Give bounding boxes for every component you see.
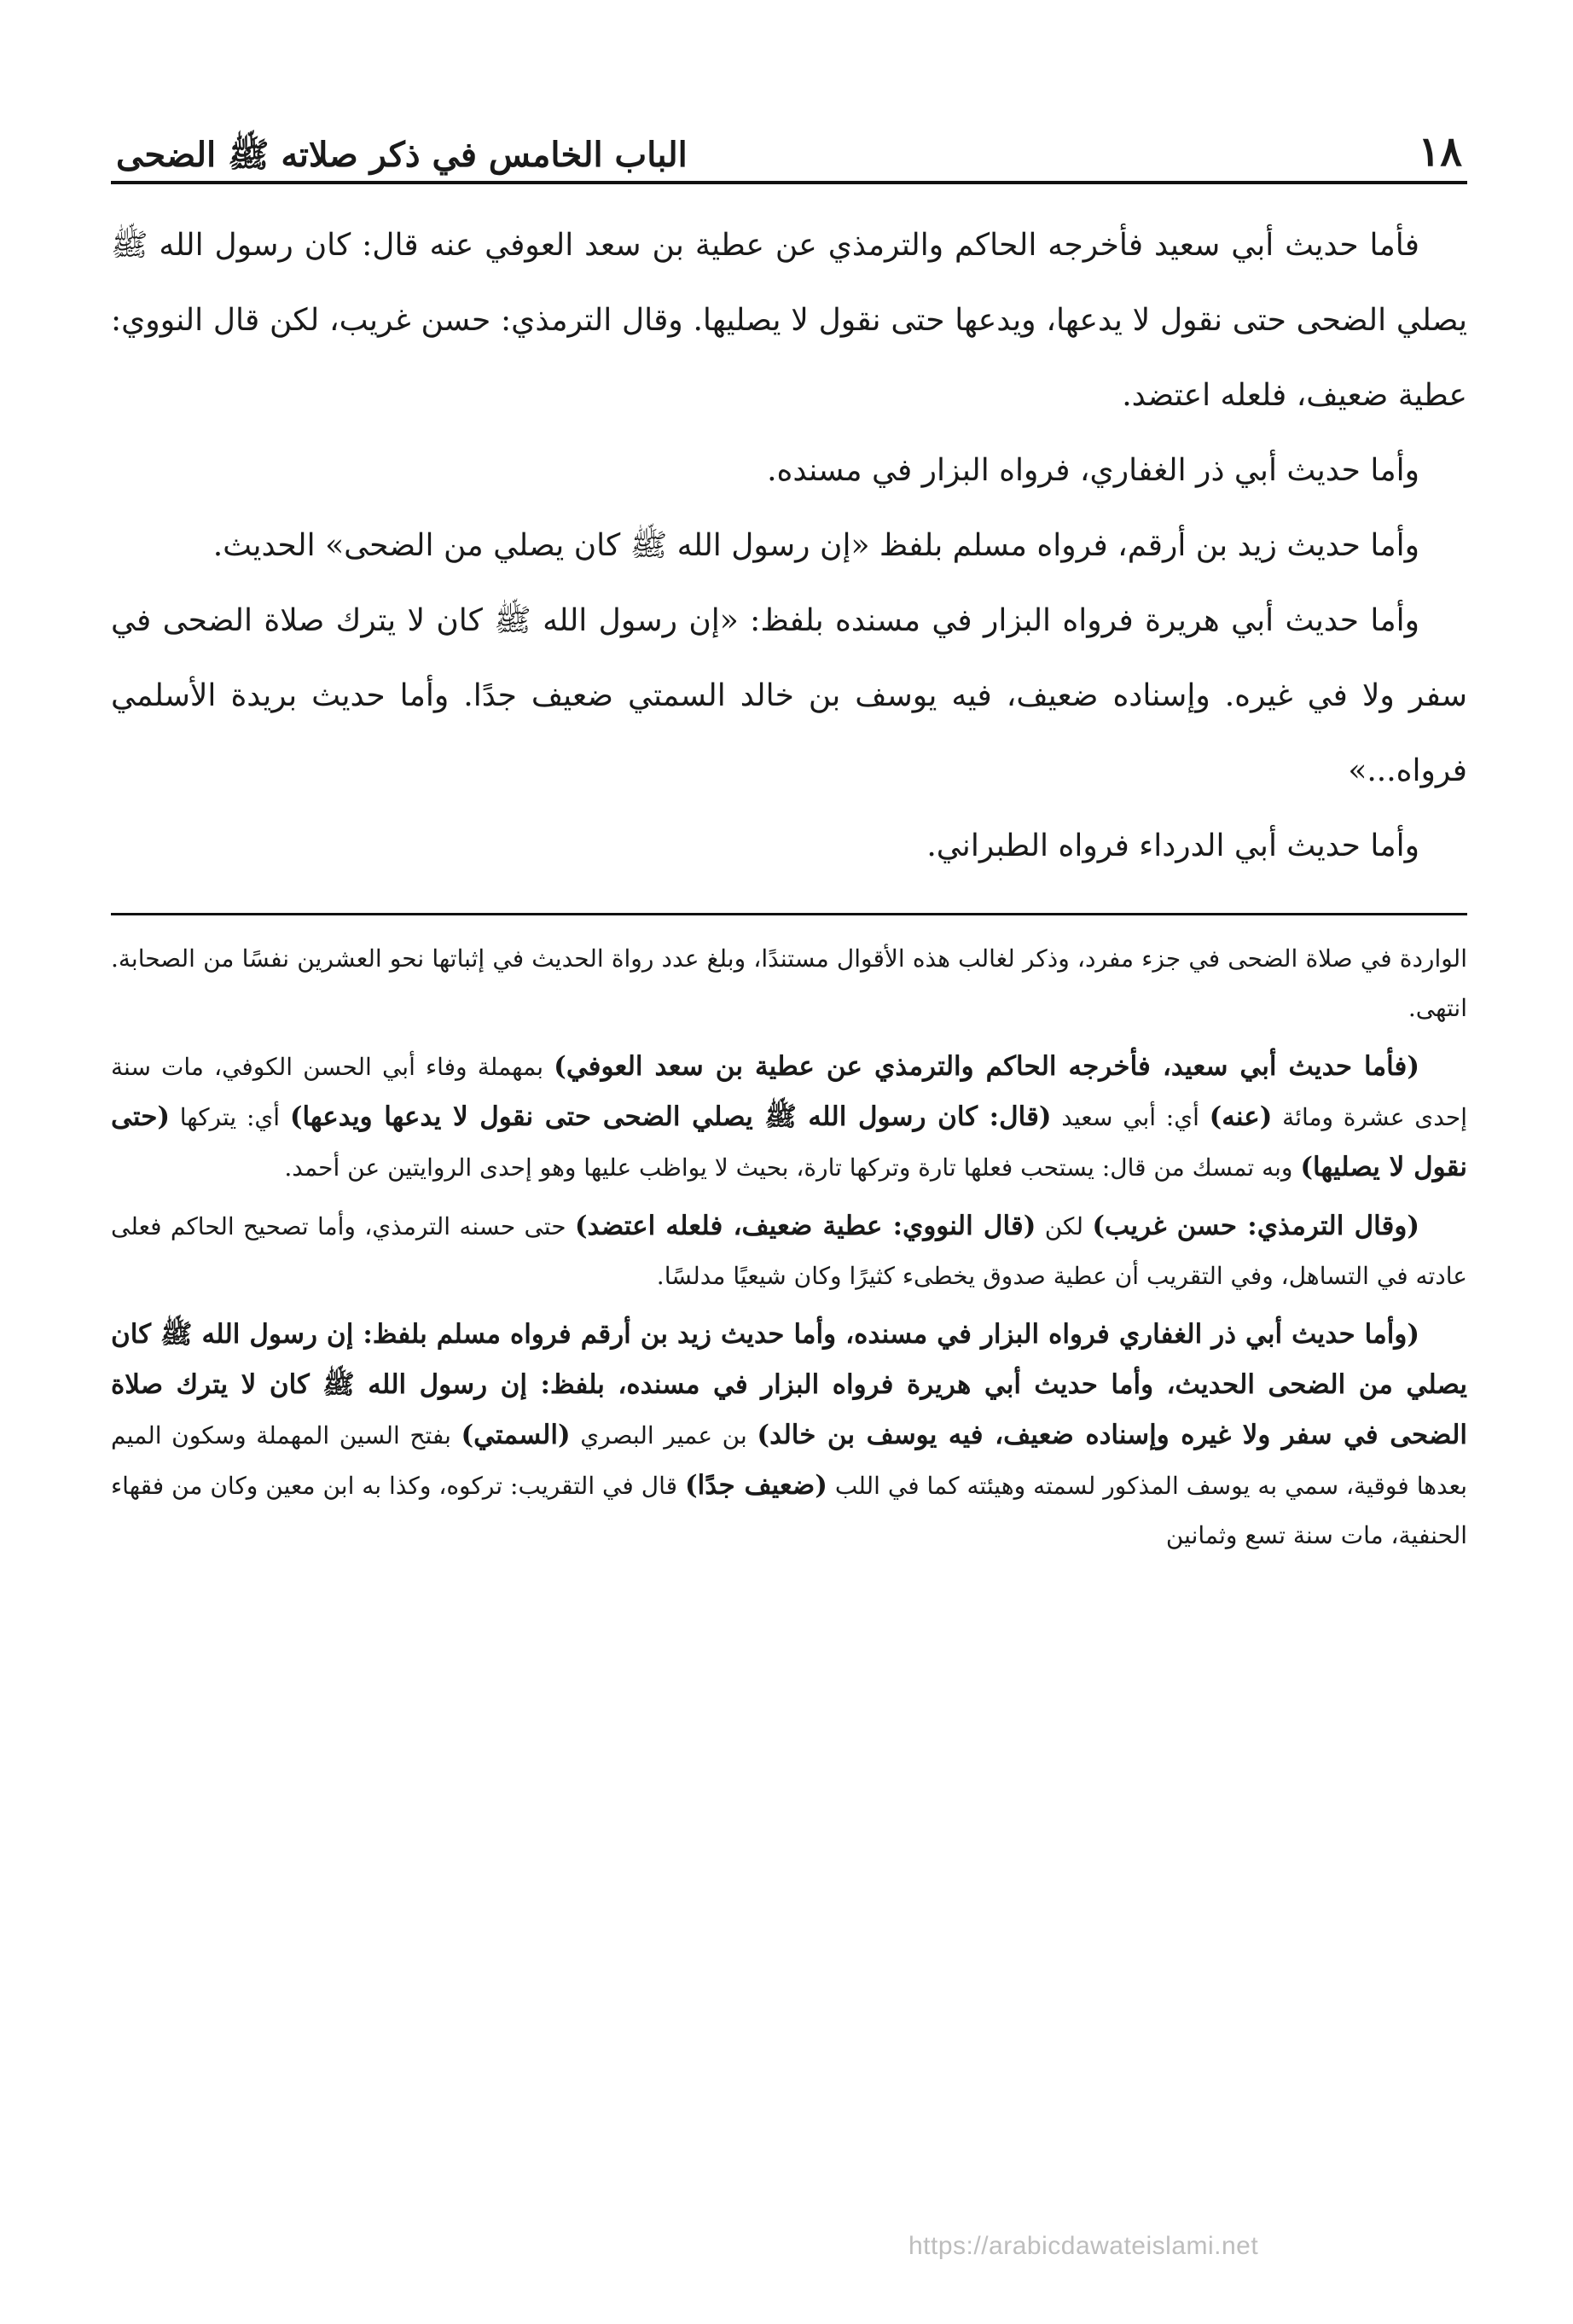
commentary-text: أي: أبي سعيد bbox=[1051, 1103, 1210, 1131]
quoted-text: (عنه) bbox=[1209, 1101, 1273, 1132]
quoted-text: (قال: كان رسول الله ﷺ يصلي الضحى حتى نقول لا يدعها ويدعها) bbox=[289, 1101, 1052, 1132]
quoted-text: (حتى نقول لا يصليها) bbox=[111, 1101, 1467, 1182]
note-paragraph-2 bbox=[111, 1042, 1467, 1193]
commentary-text: وبه تمسك من قال: يستحب فعلها تارة وتركها تارة، بحيث لا يواظب عليها وهو إحدى الروايتين عن أحمد. bbox=[284, 1153, 1301, 1182]
quoted-text: (وقال الترمذي: حسن غريب) bbox=[1092, 1211, 1420, 1241]
book-page bbox=[111, 101, 1467, 2268]
main-paragraph-5: وأما حديث أبي الدرداء فرواه الطبراني. bbox=[926, 828, 1419, 863]
quoted-text: (فأما حديث أبي سعيد، فأخرجه الحاكم والترمذي عن عطية بن سعد العوفي) bbox=[554, 1051, 1419, 1082]
note-paragraph-1: الواردة في صلاة الضحى في جزء مفرد، وذكر لغالب هذه الأقوال مستندًا، وبلغ عدد رواة الحديث في إثباتها نحو العشرين نفسًا من الصحابة. انتهى. bbox=[111, 944, 1467, 1022]
commentary bbox=[111, 934, 1467, 1560]
page-header bbox=[111, 101, 1467, 184]
main-paragraph-3: وأما حديث زيد بن أرقم، فرواه مسلم بلفظ «إن رسول الله ﷺ كان يصلي من الضحى» الحديث. bbox=[212, 528, 1419, 563]
watermark-url: https://arabicdawateislami.net bbox=[908, 2232, 1259, 2260]
commentary-text: قال في التقريب: تركوه، وكذا به ابن معين وكان من فقهاء الحنفية، مات سنة تسع وثمانين bbox=[111, 1472, 1467, 1549]
main-paragraph-1: فأما حديث أبي سعيد فأخرجه الحاكم والترمذي عن عطية بن سعد العوفي عنه قال: كان رسول الله ﷺ يصلي الضحى حتى نقول لا يدعها، ويدعها حتى نقول لا يصليها. وقال الترمذي: حسن غريب، لكن قال النووي: عطية ضعيف، فلعله اعتضد. bbox=[111, 228, 1467, 413]
quoted-text: (ضعيف جدًا) bbox=[684, 1470, 827, 1501]
main-paragraph-2: وأما حديث أبي ذر الغفاري، فرواه البزار في مسنده. bbox=[767, 453, 1419, 488]
main-paragraph-4: وأما حديث أبي هريرة فرواه البزار في مسنده بلفظ: «إن رسول الله ﷺ كان لا يترك صلاة الضحى في سفر ولا في غيره. وإسناده ضعيف، فيه يوسف بن خالد السمتي ضعيف جدًا. وأما حديث بريدة الأسلمي فرواه...» bbox=[111, 603, 1467, 788]
quoted-text: (السمتي) bbox=[461, 1420, 571, 1450]
commentary-text: لكن bbox=[1036, 1212, 1093, 1240]
main-text bbox=[111, 208, 1467, 884]
commentary-text: حتى حسنه الترمذي، وأما تصحيح الحاكم فعلى عادته في التساهل، وفي التقريب أن عطية صدوق يخطىء كثيرًا وكان شيعيًا مدلسًا. bbox=[111, 1212, 1467, 1290]
quoted-text: (وأما حديث أبي ذر الغفاري فرواه البزار في مسنده، وأما حديث زيد بن أرقم فرواه مسلم بلفظ: إن رسول الله ﷺ كان يصلي من الضحى الحديث، وأما حديث أبي هريرة فرواه البزار في مسنده، بلفظ: إن رسول الله ﷺ كان لا يترك صلاة الضحى في سفر ولا غيره وإسناده ضعيف، فيه يوسف بن خالد) bbox=[111, 1319, 1467, 1450]
commentary-text: بفتح السين المهملة وسكون الميم بعدها فوقية، سمي به يوسف المذكور لسمته وهيئته كما في اللب bbox=[111, 1421, 1467, 1500]
running-title: الباب الخامس في ذكر صلاته ﷺ الضحى bbox=[116, 135, 688, 175]
page-number: ١٨ bbox=[1418, 128, 1462, 176]
commentary-text: أي: يتركها bbox=[170, 1103, 290, 1131]
commentary-text: بمهملة وفاء أبي الحسن الكوفي، مات سنة إحدى عشرة ومائة bbox=[111, 1053, 1467, 1131]
note-paragraph-3 bbox=[111, 1201, 1467, 1301]
commentary-text: بن عمير البصري bbox=[570, 1421, 757, 1450]
note-paragraph-4 bbox=[111, 1310, 1467, 1560]
quoted-text: (قال النووي: عطية ضعيف، فلعله اعتضد) bbox=[574, 1211, 1036, 1241]
footnote-separator bbox=[111, 913, 1467, 915]
